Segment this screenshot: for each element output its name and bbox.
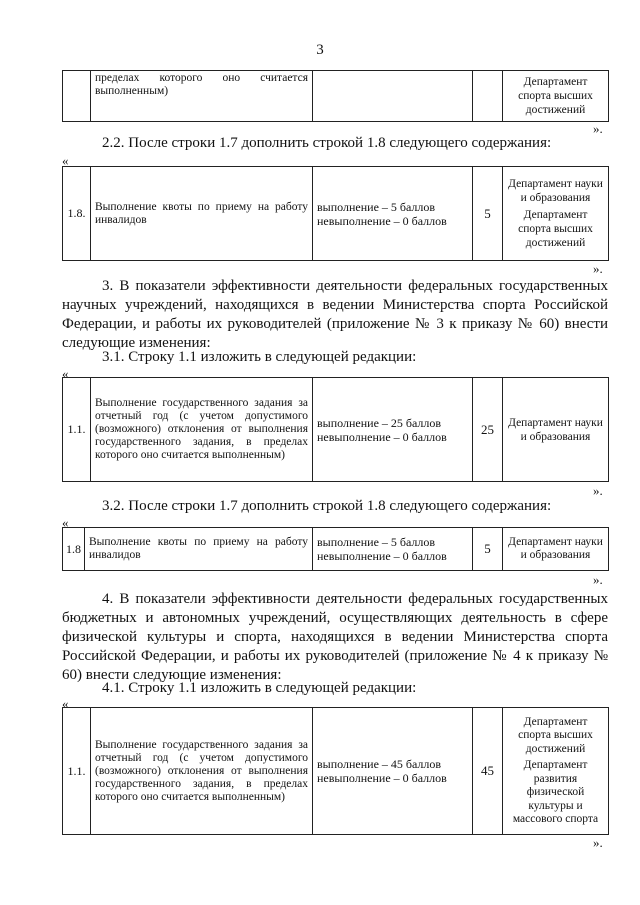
- row-number: 1.1.: [63, 378, 91, 482]
- table-row: [63, 378, 609, 482]
- closing-quote: ».: [593, 261, 603, 276]
- table-row: [63, 71, 609, 122]
- paragraph-4-1: 4.1. Строку 1.1 изложить в следующей редакции:: [102, 680, 417, 696]
- score-not-done: невыполнение – 0 баллов: [317, 213, 447, 228]
- points-value: 25: [473, 378, 503, 482]
- points-value: [473, 71, 503, 122]
- table-row-1-1-scientific: [62, 377, 609, 482]
- table-row-1-1-sport: [62, 707, 609, 835]
- score-not-done: невыполнение – 0 баллов: [317, 429, 447, 444]
- score-done: выполнение – 45 баллов: [317, 757, 442, 771]
- points-value: 45: [473, 708, 503, 835]
- row-number: 1.8.: [63, 167, 91, 261]
- paragraph-4: 4. В показатели эффективности деятельности федеральных государственных бюджетных и автономных учреждений, осуществляющих деятельность в сфере физической культуры и спорта, находящихся в ведении Министерства спорта Российской Федерации, и работы их руководителей (приложение № 4 к приказу № 60) внести следующие изменения:: [62, 591, 608, 683]
- score-criteria: [313, 71, 473, 122]
- paragraph-2-2: 2.2. После строки 1.7 дополнить строкой 1.8 следующего содержания:: [102, 135, 552, 151]
- opening-quote: «: [62, 366, 69, 381]
- responsible-department: [503, 378, 609, 482]
- score-done: выполнение – 5 баллов: [317, 535, 436, 549]
- closing-quote: ».: [593, 572, 603, 587]
- table-row: [63, 167, 609, 261]
- closing-quote: ».: [593, 121, 603, 136]
- score-done: выполнение – 25 баллов: [317, 415, 442, 430]
- department-name: Департамент науки и образования: [508, 178, 603, 204]
- department-name: Департамент развития физической культуры и массового спорта: [512, 759, 599, 825]
- row-number: 1.1.: [63, 708, 91, 835]
- opening-quote: «: [62, 696, 69, 711]
- opening-quote: «: [62, 515, 69, 530]
- responsible-department: [503, 528, 609, 571]
- indicator-text: Выполнение квоты по приему на работу инвалидов: [85, 528, 313, 571]
- department-name: Департамент спорта высших достижений: [518, 76, 593, 116]
- indicator-text: Выполнение квоты по приему на работу инвалидов: [91, 167, 313, 261]
- table-row: [63, 708, 609, 835]
- responsible-department: [503, 167, 609, 261]
- row-number: [63, 71, 91, 122]
- table-row-1-8-scientific: [62, 527, 609, 571]
- paragraph-3: 3. В показатели эффективности деятельности федеральных государственных научных учреждений, находящихся в ведении Министерства спорта Российской Федерации, и работы их руководителей (приложение № 3 к приказу № 60) внести следующие изменения:: [62, 278, 608, 351]
- closing-quote: ».: [593, 483, 603, 498]
- table-continuation: [62, 70, 609, 122]
- score-not-done: невыполнение – 0 баллов: [317, 549, 447, 563]
- responsible-department: [503, 71, 609, 122]
- points-value: 5: [473, 167, 503, 261]
- department-name: Департамент спорта высших достижений: [518, 209, 593, 249]
- paragraph-3-2: 3.2. После строки 1.7 дополнить строкой 1.8 следующего содержания:: [102, 498, 552, 514]
- table-row-1-8: [62, 166, 609, 261]
- score-criteria: [313, 167, 473, 261]
- closing-quote: ».: [593, 835, 603, 850]
- points-value: 5: [473, 528, 503, 571]
- page-number: 3: [316, 42, 324, 58]
- score-criteria: [313, 378, 473, 482]
- score-criteria: [313, 528, 473, 571]
- opening-quote: «: [62, 153, 69, 168]
- paragraph-3-1: 3.1. Строку 1.1 изложить в следующей редакции:: [102, 349, 417, 365]
- score-done: выполнение – 5 баллов: [317, 199, 436, 214]
- table-row: [63, 528, 609, 571]
- row-number: 1.8: [63, 528, 85, 571]
- department-name: Департамент науки и образования: [508, 536, 603, 561]
- indicator-text: Выполнение государственного задания за отчетный год (с учетом допустимого (возможного) отклонения от выполнения государственного задания, в пределах которого оно считается выполненным): [91, 708, 313, 835]
- indicator-text: Выполнение государственного задания за отчетный год (с учетом допустимого (возможного) отклонения от выполнения государственного задания, в пределах которого оно считается выполненным): [91, 378, 313, 482]
- indicator-text: пределах которого оно считается выполненным): [91, 71, 313, 122]
- department-name: Департамент спорта высших достижений: [518, 715, 593, 755]
- score-criteria: [313, 708, 473, 835]
- responsible-department: [503, 708, 609, 835]
- department-name: Департамент науки и образования: [508, 416, 603, 443]
- score-not-done: невыполнение – 0 баллов: [317, 771, 447, 785]
